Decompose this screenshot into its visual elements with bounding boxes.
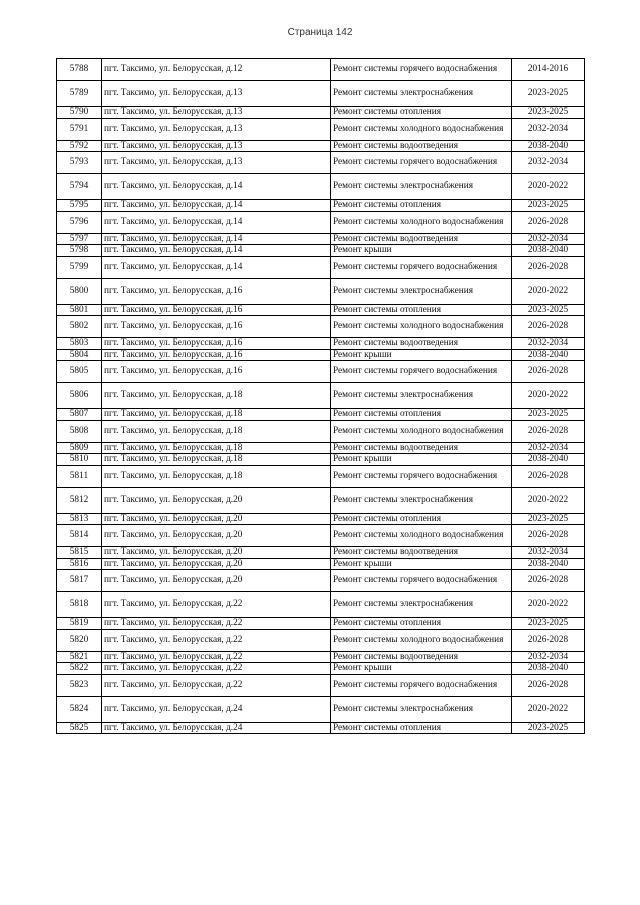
row-period: 2020-2022	[512, 696, 585, 722]
table-row	[57, 59, 585, 81]
row-work-type: Ремонт системы холодного водоснабжения	[331, 629, 512, 651]
row-period: 2020-2022	[512, 278, 585, 304]
row-address: пгт. Таксимо, ул. Белорусская, д.14	[102, 245, 331, 257]
row-period: 2038-2040	[512, 349, 585, 361]
row-address: пгт. Таксимо, ул. Белорусская, д.22	[102, 592, 331, 618]
row-period: 2032-2034	[512, 547, 585, 559]
row-number: 5794	[57, 174, 102, 200]
table-row	[57, 409, 585, 421]
row-address: пгт. Таксимо, ул. Белорусская, д.20	[102, 487, 331, 513]
row-period: 2032-2034	[512, 152, 585, 174]
row-address: пгт. Таксимо, ул. Белорусская, д.20	[102, 558, 331, 570]
row-address: пгт. Таксимо, ул. Белорусская, д.13	[102, 152, 331, 174]
row-address: пгт. Таксимо, ул. Белорусская, д.16	[102, 361, 331, 383]
row-period: 2026-2028	[512, 570, 585, 592]
row-period: 2032-2034	[512, 651, 585, 663]
table-row	[57, 361, 585, 383]
row-number: 5799	[57, 256, 102, 278]
row-number: 5818	[57, 592, 102, 618]
row-address: пгт. Таксимо, ул. Белорусская, д.16	[102, 316, 331, 338]
row-address: пгт. Таксимо, ул. Белорусская, д.13	[102, 118, 331, 140]
row-number: 5797	[57, 233, 102, 245]
row-work-type: Ремонт системы отопления	[331, 722, 512, 734]
row-address: пгт. Таксимо, ул. Белорусская, д.18	[102, 409, 331, 421]
row-number: 5802	[57, 316, 102, 338]
table-row	[57, 618, 585, 630]
table-row	[57, 696, 585, 722]
row-number: 5810	[57, 454, 102, 466]
row-period: 2026-2028	[512, 629, 585, 651]
row-period: 2038-2040	[512, 663, 585, 675]
table-row	[57, 304, 585, 316]
table-row	[57, 152, 585, 174]
row-period: 2026-2028	[512, 465, 585, 487]
row-period: 2023-2025	[512, 304, 585, 316]
table-row	[57, 558, 585, 570]
row-work-type: Ремонт крыши	[331, 558, 512, 570]
row-address: пгт. Таксимо, ул. Белорусская, д.14	[102, 233, 331, 245]
table-row	[57, 245, 585, 257]
row-address: пгт. Таксимо, ул. Белорусская, д.20	[102, 570, 331, 592]
row-address: пгт. Таксимо, ул. Белорусская, д.14	[102, 211, 331, 233]
row-work-type: Ремонт системы горячего водоснабжения	[331, 361, 512, 383]
table-row	[57, 81, 585, 107]
repair-schedule-table	[56, 58, 585, 734]
row-number: 5792	[57, 140, 102, 152]
row-work-type: Ремонт системы горячего водоснабжения	[331, 256, 512, 278]
table-row	[57, 651, 585, 663]
row-period: 2026-2028	[512, 211, 585, 233]
row-number: 5824	[57, 696, 102, 722]
row-period: 2020-2022	[512, 487, 585, 513]
row-work-type: Ремонт системы отопления	[331, 107, 512, 119]
table-row	[57, 140, 585, 152]
row-number: 5814	[57, 525, 102, 547]
row-period: 2023-2025	[512, 722, 585, 734]
row-period: 2023-2025	[512, 409, 585, 421]
table-row	[57, 570, 585, 592]
table-row	[57, 118, 585, 140]
table-row	[57, 383, 585, 409]
row-work-type: Ремонт крыши	[331, 245, 512, 257]
row-work-type: Ремонт системы горячего водоснабжения	[331, 674, 512, 696]
row-number: 5812	[57, 487, 102, 513]
row-work-type: Ремонт системы отопления	[331, 304, 512, 316]
row-address: пгт. Таксимо, ул. Белорусская, д.18	[102, 420, 331, 442]
row-address: пгт. Таксимо, ул. Белорусская, д.18	[102, 454, 331, 466]
row-number: 5815	[57, 547, 102, 559]
row-work-type: Ремонт системы водоотведения	[331, 442, 512, 454]
row-address: пгт. Таксимо, ул. Белорусская, д.14	[102, 200, 331, 212]
row-address: пгт. Таксимо, ул. Белорусская, д.18	[102, 442, 331, 454]
table-row	[57, 674, 585, 696]
row-address: пгт. Таксимо, ул. Белорусская, д.13	[102, 140, 331, 152]
table-row	[57, 256, 585, 278]
row-address: пгт. Таксимо, ул. Белорусская, д.24	[102, 696, 331, 722]
table-row	[57, 592, 585, 618]
row-period: 2032-2034	[512, 118, 585, 140]
row-number: 5825	[57, 722, 102, 734]
row-address: пгт. Таксимо, ул. Белорусская, д.13	[102, 81, 331, 107]
table-row	[57, 278, 585, 304]
row-period: 2026-2028	[512, 525, 585, 547]
row-number: 5807	[57, 409, 102, 421]
row-work-type: Ремонт системы холодного водоснабжения	[331, 420, 512, 442]
row-period: 2020-2022	[512, 174, 585, 200]
table-row	[57, 442, 585, 454]
row-number: 5801	[57, 304, 102, 316]
row-number: 5816	[57, 558, 102, 570]
row-work-type: Ремонт крыши	[331, 454, 512, 466]
row-work-type: Ремонт системы водоотведения	[331, 651, 512, 663]
row-period: 2038-2040	[512, 558, 585, 570]
row-number: 5823	[57, 674, 102, 696]
row-number: 5800	[57, 278, 102, 304]
table-row	[57, 338, 585, 350]
row-work-type: Ремонт системы электроснабжения	[331, 174, 512, 200]
row-number: 5821	[57, 651, 102, 663]
row-work-type: Ремонт системы электроснабжения	[331, 592, 512, 618]
table-row	[57, 420, 585, 442]
row-address: пгт. Таксимо, ул. Белорусская, д.22	[102, 674, 331, 696]
row-number: 5791	[57, 118, 102, 140]
row-address: пгт. Таксимо, ул. Белорусская, д.16	[102, 304, 331, 316]
row-period: 2026-2028	[512, 256, 585, 278]
table-row	[57, 174, 585, 200]
row-address: пгт. Таксимо, ул. Белорусская, д.20	[102, 525, 331, 547]
row-number: 5817	[57, 570, 102, 592]
row-work-type: Ремонт крыши	[331, 349, 512, 361]
row-period: 2032-2034	[512, 442, 585, 454]
row-number: 5793	[57, 152, 102, 174]
row-number: 5788	[57, 59, 102, 81]
row-address: пгт. Таксимо, ул. Белорусская, д.22	[102, 629, 331, 651]
row-work-type: Ремонт системы электроснабжения	[331, 81, 512, 107]
row-number: 5808	[57, 420, 102, 442]
row-address: пгт. Таксимо, ул. Белорусская, д.14	[102, 174, 331, 200]
page-title: Страница 142	[287, 27, 353, 38]
row-work-type: Ремонт системы горячего водоснабжения	[331, 465, 512, 487]
row-number: 5820	[57, 629, 102, 651]
row-address: пгт. Таксимо, ул. Белорусская, д.22	[102, 651, 331, 663]
row-period: 2023-2025	[512, 200, 585, 212]
row-period: 2023-2025	[512, 107, 585, 119]
table-row	[57, 547, 585, 559]
table-row	[57, 316, 585, 338]
row-work-type: Ремонт крыши	[331, 663, 512, 675]
row-work-type: Ремонт системы холодного водоснабжения	[331, 525, 512, 547]
row-address: пгт. Таксимо, ул. Белорусская, д.16	[102, 338, 331, 350]
row-work-type: Ремонт системы электроснабжения	[331, 278, 512, 304]
row-address: пгт. Таксимо, ул. Белорусская, д.12	[102, 59, 331, 81]
row-number: 5796	[57, 211, 102, 233]
row-work-type: Ремонт системы холодного водоснабжения	[331, 211, 512, 233]
row-address: пгт. Таксимо, ул. Белорусская, д.13	[102, 107, 331, 119]
row-number: 5798	[57, 245, 102, 257]
row-period: 2026-2028	[512, 361, 585, 383]
row-period: 2020-2022	[512, 383, 585, 409]
row-number: 5819	[57, 618, 102, 630]
row-number: 5822	[57, 663, 102, 675]
table-row	[57, 349, 585, 361]
row-number: 5811	[57, 465, 102, 487]
table-row	[57, 722, 585, 734]
table-row	[57, 663, 585, 675]
table-row	[57, 525, 585, 547]
row-number: 5804	[57, 349, 102, 361]
row-address: пгт. Таксимо, ул. Белорусская, д.20	[102, 513, 331, 525]
row-number: 5809	[57, 442, 102, 454]
row-period: 2032-2034	[512, 338, 585, 350]
row-period: 2038-2040	[512, 454, 585, 466]
table-row	[57, 629, 585, 651]
row-address: пгт. Таксимо, ул. Белорусская, д.16	[102, 349, 331, 361]
table-body	[57, 59, 585, 734]
row-address: пгт. Таксимо, ул. Белорусская, д.18	[102, 465, 331, 487]
row-address: пгт. Таксимо, ул. Белорусская, д.14	[102, 256, 331, 278]
row-work-type: Ремонт системы водоотведения	[331, 140, 512, 152]
row-address: пгт. Таксимо, ул. Белорусская, д.20	[102, 547, 331, 559]
table-row	[57, 513, 585, 525]
row-work-type: Ремонт системы горячего водоснабжения	[331, 59, 512, 81]
table-row	[57, 211, 585, 233]
row-number: 5803	[57, 338, 102, 350]
row-period: 2026-2028	[512, 420, 585, 442]
row-work-type: Ремонт системы электроснабжения	[331, 696, 512, 722]
row-work-type: Ремонт системы отопления	[331, 513, 512, 525]
row-work-type: Ремонт системы холодного водоснабжения	[331, 316, 512, 338]
row-number: 5813	[57, 513, 102, 525]
row-address: пгт. Таксимо, ул. Белорусская, д.16	[102, 278, 331, 304]
row-work-type: Ремонт системы отопления	[331, 200, 512, 212]
row-work-type: Ремонт системы отопления	[331, 409, 512, 421]
row-address: пгт. Таксимо, ул. Белорусская, д.18	[102, 383, 331, 409]
row-address: пгт. Таксимо, ул. Белорусская, д.22	[102, 618, 331, 630]
row-period: 2038-2040	[512, 245, 585, 257]
row-number: 5805	[57, 361, 102, 383]
table-row	[57, 454, 585, 466]
row-period: 2038-2040	[512, 140, 585, 152]
table-row	[57, 465, 585, 487]
row-address: пгт. Таксимо, ул. Белорусская, д.24	[102, 722, 331, 734]
row-address: пгт. Таксимо, ул. Белорусская, д.22	[102, 663, 331, 675]
row-work-type: Ремонт системы горячего водоснабжения	[331, 570, 512, 592]
row-number: 5806	[57, 383, 102, 409]
row-work-type: Ремонт системы холодного водоснабжения	[331, 118, 512, 140]
row-number: 5790	[57, 107, 102, 119]
row-number: 5789	[57, 81, 102, 107]
row-work-type: Ремонт системы водоотведения	[331, 338, 512, 350]
table-row	[57, 487, 585, 513]
table-row	[57, 200, 585, 212]
row-period: 2023-2025	[512, 81, 585, 107]
row-work-type: Ремонт системы водоотведения	[331, 547, 512, 559]
row-period: 2020-2022	[512, 592, 585, 618]
row-period: 2026-2028	[512, 674, 585, 696]
row-period: 2014-2016	[512, 59, 585, 81]
row-period: 2026-2028	[512, 316, 585, 338]
table-row	[57, 107, 585, 119]
row-work-type: Ремонт системы горячего водоснабжения	[331, 152, 512, 174]
row-number: 5795	[57, 200, 102, 212]
row-period: 2032-2034	[512, 233, 585, 245]
row-period: 2023-2025	[512, 618, 585, 630]
row-work-type: Ремонт системы водоотведения	[331, 233, 512, 245]
table-row	[57, 233, 585, 245]
row-period: 2023-2025	[512, 513, 585, 525]
row-work-type: Ремонт системы электроснабжения	[331, 383, 512, 409]
row-work-type: Ремонт системы электроснабжения	[331, 487, 512, 513]
row-work-type: Ремонт системы отопления	[331, 618, 512, 630]
